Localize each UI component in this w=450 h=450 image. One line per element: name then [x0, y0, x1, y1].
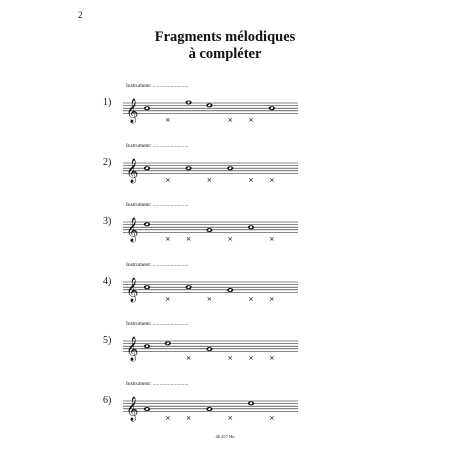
blank-note-marker	[270, 297, 273, 300]
exercise-1	[0, 83, 450, 139]
blank-note-marker	[229, 416, 232, 419]
instrument-field: Instrument: ..........................	[126, 261, 189, 268]
whole-note	[186, 166, 192, 170]
treble-clef-icon: 𝄞	[126, 98, 139, 123]
whole-note	[269, 106, 275, 110]
instrument-field: Instrument: ..........................	[126, 202, 189, 208]
whole-note	[144, 166, 150, 170]
blank-note-marker	[249, 178, 252, 181]
exercise-number: 5)	[103, 335, 112, 346]
page-number: 2	[78, 10, 83, 20]
blank-note-marker	[166, 416, 169, 419]
blank-note-marker	[187, 416, 190, 419]
treble-clef-icon: 𝄞	[126, 336, 139, 361]
exercise-4	[0, 262, 450, 318]
publisher-code: 46 457 Hu	[215, 434, 235, 439]
instrument-field: Instrument: ..........................	[126, 142, 189, 149]
blank-note-marker	[270, 416, 273, 419]
music-staff	[123, 390, 298, 432]
whole-note	[144, 344, 150, 348]
instrument-field: Instrument: ..........................	[126, 380, 189, 387]
blank-note-marker	[166, 237, 169, 240]
exercise-number: 6)	[103, 394, 112, 406]
exercise-number: 1)	[103, 97, 112, 108]
whole-note	[227, 288, 233, 292]
instrument-field: Instrument: ..........................	[126, 321, 189, 327]
blank-note-marker	[249, 118, 252, 121]
whole-note	[144, 407, 150, 411]
whole-note	[248, 401, 254, 405]
whole-note	[186, 100, 192, 104]
music-staff	[123, 330, 298, 372]
blank-note-marker	[187, 356, 190, 359]
blank-note-marker	[249, 297, 252, 300]
blank-note-marker	[249, 356, 252, 359]
whole-note	[206, 103, 212, 107]
exercise-5	[0, 321, 450, 377]
exercise-2	[0, 143, 450, 199]
blank-note-marker	[270, 178, 273, 181]
exercise-number: 4)	[103, 275, 112, 287]
blank-note-marker	[229, 118, 232, 121]
whole-note	[165, 341, 171, 345]
music-staff	[123, 211, 298, 253]
whole-note	[206, 407, 212, 411]
blank-note-marker	[208, 178, 211, 181]
title-line-2: à compléter	[188, 46, 262, 62]
blank-note-marker	[229, 356, 232, 359]
blank-note-marker	[270, 356, 273, 359]
whole-note	[144, 222, 150, 226]
whole-note	[227, 166, 233, 170]
exercise-3	[0, 202, 450, 258]
exercise-number: 3)	[103, 216, 112, 227]
exercise-number: 2)	[103, 156, 112, 168]
page-title	[0, 29, 450, 63]
whole-note	[144, 106, 150, 110]
whole-note	[186, 285, 192, 289]
whole-note	[248, 225, 254, 229]
blank-note-marker	[166, 297, 169, 300]
treble-clef-icon: 𝄞	[126, 157, 139, 182]
blank-note-marker	[166, 178, 169, 181]
blank-note-marker	[187, 237, 190, 240]
whole-note	[206, 228, 212, 232]
whole-note	[206, 347, 212, 351]
music-staff	[123, 92, 298, 134]
blank-note-marker	[270, 237, 273, 240]
blank-note-marker	[166, 118, 169, 121]
blank-note-marker	[208, 297, 211, 300]
instrument-field: Instrument: ..........................	[126, 83, 189, 89]
treble-clef-icon: 𝄞	[126, 395, 139, 420]
title-line-1: Fragments mélodiques	[154, 29, 296, 45]
music-staff	[123, 152, 298, 194]
treble-clef-icon: 𝄞	[126, 276, 139, 301]
treble-clef-icon: 𝄞	[126, 217, 139, 242]
music-staff	[123, 271, 298, 313]
whole-note	[144, 285, 150, 289]
blank-note-marker	[229, 237, 232, 240]
exercise-6	[0, 381, 450, 437]
